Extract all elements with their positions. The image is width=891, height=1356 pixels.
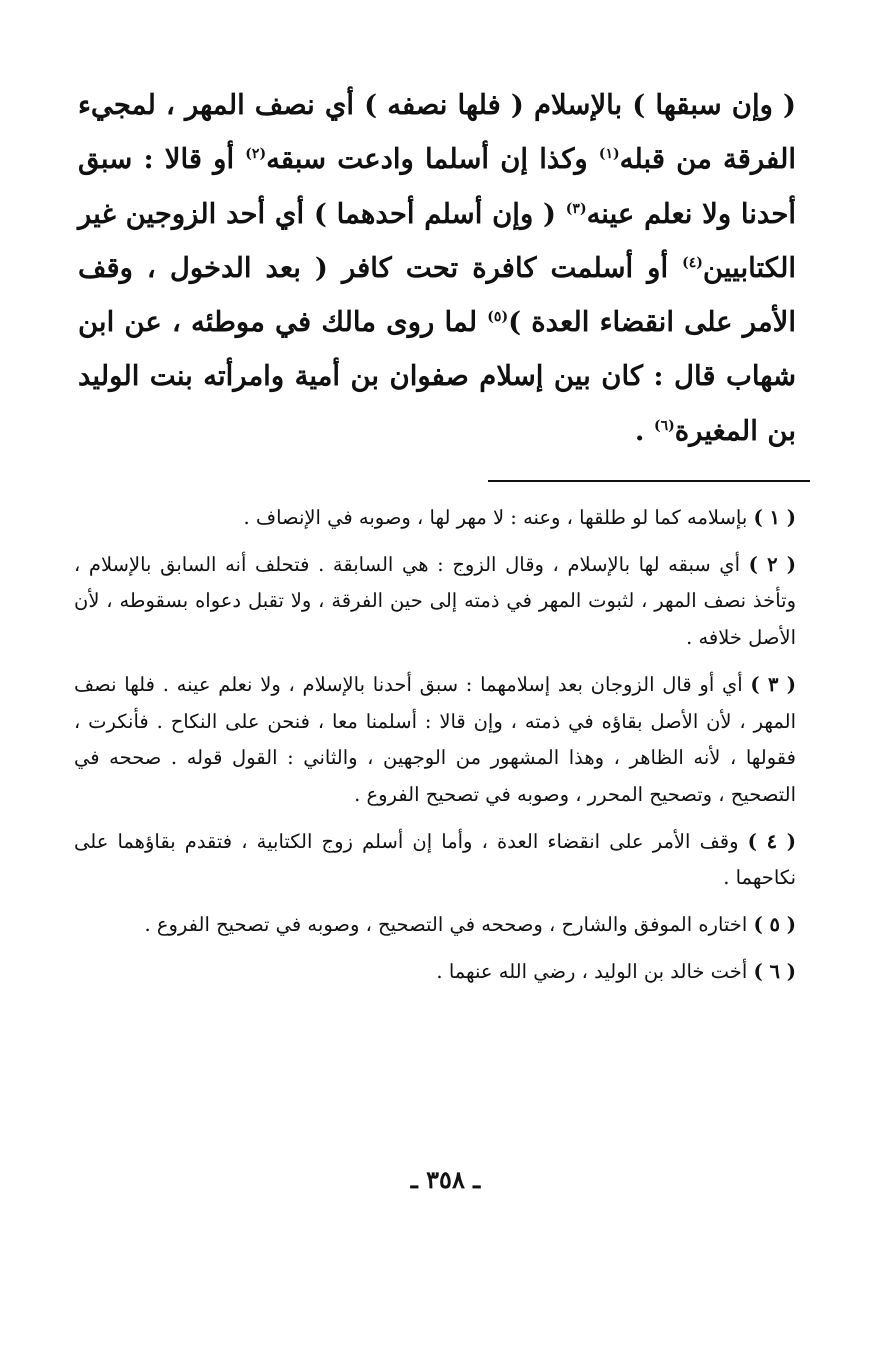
footnote-number: ( ٢ ): [748, 552, 797, 576]
footnotes-section: [74, 500, 796, 1000]
footnote-text: أخت خالد بن الوليد ، رضي الله عنهما .: [436, 959, 754, 983]
main-text-segment: وكذا إن أسلما وادعت سبقه: [266, 143, 599, 176]
page-number: ـ ٣٥٨ ـ: [410, 1165, 481, 1194]
footnote-text: أي سبقه لها بالإسلام ، وقال الزوج : هي السابقة . فتحلف أنه السابق بالإسلام ، وتأخذ نصف المهر ، لثبوت المهر في ذمته إلى حين الفرقة ، ولا تقبل دعواه بسقوطه ، لأن الأصل خلافه .: [74, 552, 796, 650]
main-text-segment: أو قالا : سبق أحدنا ولا نعلم عينه: [78, 143, 797, 230]
footnote-3: [74, 667, 796, 814]
footnote-text: وقف الأمر على انقضاء العدة ، وأما إن أسلم زوج الكتابية ، فتقدم بقاؤهما على نكاحهما .: [74, 829, 796, 890]
main-text-segment: أو أسلمت كافرة تحت كافر ( بعد الدخول ، وقف الأمر على انقضاء العدة ): [78, 251, 796, 339]
footnote-4: [74, 824, 796, 897]
main-text-segment: ( وإن أسلم أحدهما ) أي أحد الزوجين غير الكتابيين: [78, 197, 796, 284]
footnote-number: ( ٤ ): [747, 829, 797, 853]
footnote-divider: [488, 480, 810, 482]
main-text-segment: ( وإن سبقها ) بالإسلام ( فلها نصفه ) أي نصف المهر ، لمجيء الفرقة من قبله: [78, 89, 796, 176]
footnote-reference: (٢): [245, 146, 267, 163]
footnote-text: بإسلامه كما لو طلقها ، وعنه : لا مهر لها ، وصوبه في الإنصاف .: [243, 506, 754, 529]
main-text-segment: .: [634, 414, 654, 447]
footnote-number: ( ٣ ): [750, 672, 797, 696]
footnote-1: [74, 500, 796, 537]
main-text-segment: لما روى مالك في موطئه ، عن ابن شهاب قال : كان بين إسلام صفوان بن أمية وامرأته بنت الوليد بن المغيرة: [78, 306, 796, 447]
main-paragraph: [78, 78, 796, 458]
footnote-text: أي أو قال الزوجان بعد إسلامهما : سبق أحدنا بالإسلام ، ولا نعلم عينه . فلها نصف المهر ، لأن الأصل بقاؤه في ذمته ، وإن قالا : أسلمنا معا ، فنحن على النكاح . فأنكرت ، فقولها ، لأنه الظاهر ، وهذا المشهور من الوجهين ، والثاني : القول قوله . صححه في التصحيح ، وتصحيح المحرر ، وصوبه في تصحيح الفروع .: [74, 672, 796, 806]
footnote-5: [74, 907, 796, 944]
footnote-reference: (١): [598, 146, 620, 163]
footnote-number: ( ٦ ): [753, 959, 796, 983]
footnote-reference: (٤): [682, 254, 703, 271]
footnote-number: ( ١ ): [753, 506, 796, 529]
footnote-2: [74, 547, 796, 657]
main-text-block: [78, 78, 796, 458]
footnote-number: ( ٥ ): [753, 913, 796, 937]
footnote-reference: (٣): [565, 200, 587, 217]
footnote-6: [74, 954, 796, 991]
footnote-reference: (٦): [653, 417, 675, 434]
footnote-reference: (٥): [487, 309, 509, 326]
footnote-text: اختاره الموفق والشارح ، وصححه في التصحيح ، وصوبه في تصحيح الفروع .: [144, 913, 754, 937]
